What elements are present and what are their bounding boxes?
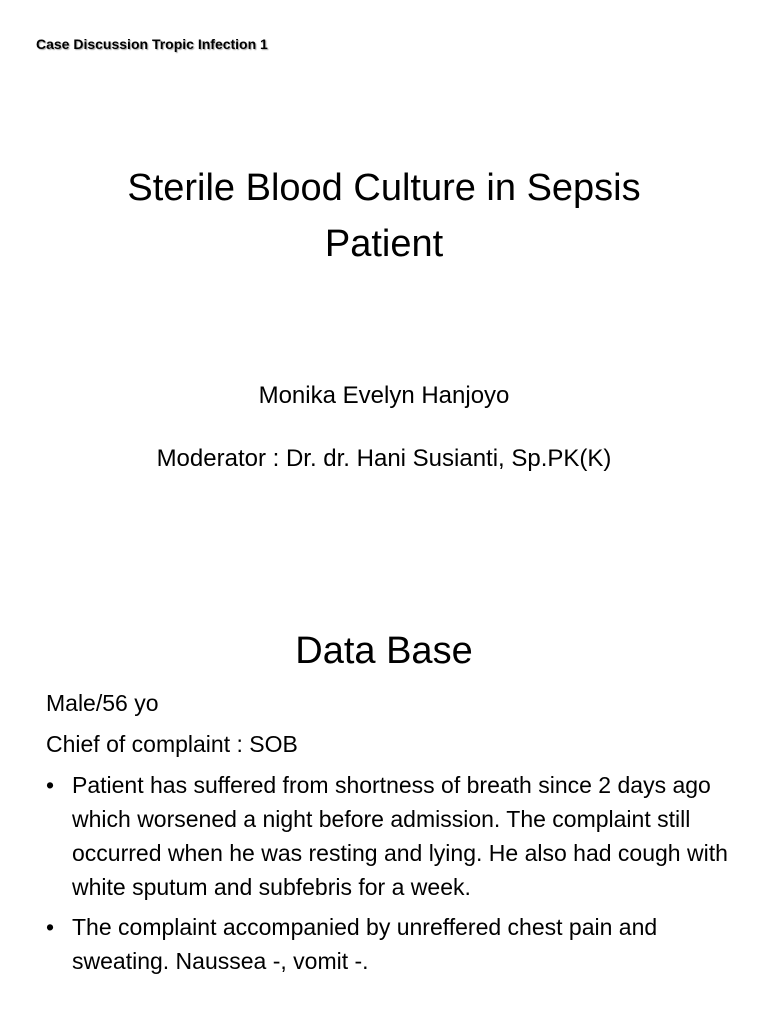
bullet-item (46, 910, 736, 978)
chief-complaint: Chief of complaint : SOB (46, 731, 298, 757)
author-name: Monika Evelyn Hanjoyo (258, 382, 510, 409)
section-title: Data Base (295, 630, 473, 672)
history-bullet-list (46, 768, 736, 978)
bullet-text: The complaint accompanied by unreffered chest pain and sweating. Naussea -, vomit -. (72, 914, 658, 974)
bullet-text: Patient has suffered from shortness of breath since 2 days ago which worsened a night before admission. The complaint still occurred when he was resting and lying. He also had cough with white sputum and subfebris for a week. (72, 772, 728, 900)
data-base-slide (0, 576, 768, 1024)
moderator-line: Moderator : Dr. dr. Hani Susianti, Sp.PK(K) (156, 445, 612, 472)
bullet-icon: • (46, 914, 55, 940)
case-discussion-header: Case Discussion Tropic Infection 1 (36, 36, 268, 52)
title-line-2: Patient (324, 223, 444, 265)
slide-body (46, 686, 736, 984)
presentation-title (40, 160, 728, 272)
title-line-1: Sterile Blood Culture in Sepsis (127, 167, 641, 209)
patient-demographics: Male/56 yo (46, 690, 159, 716)
bullet-item (46, 768, 736, 904)
bullet-icon: • (46, 772, 55, 798)
